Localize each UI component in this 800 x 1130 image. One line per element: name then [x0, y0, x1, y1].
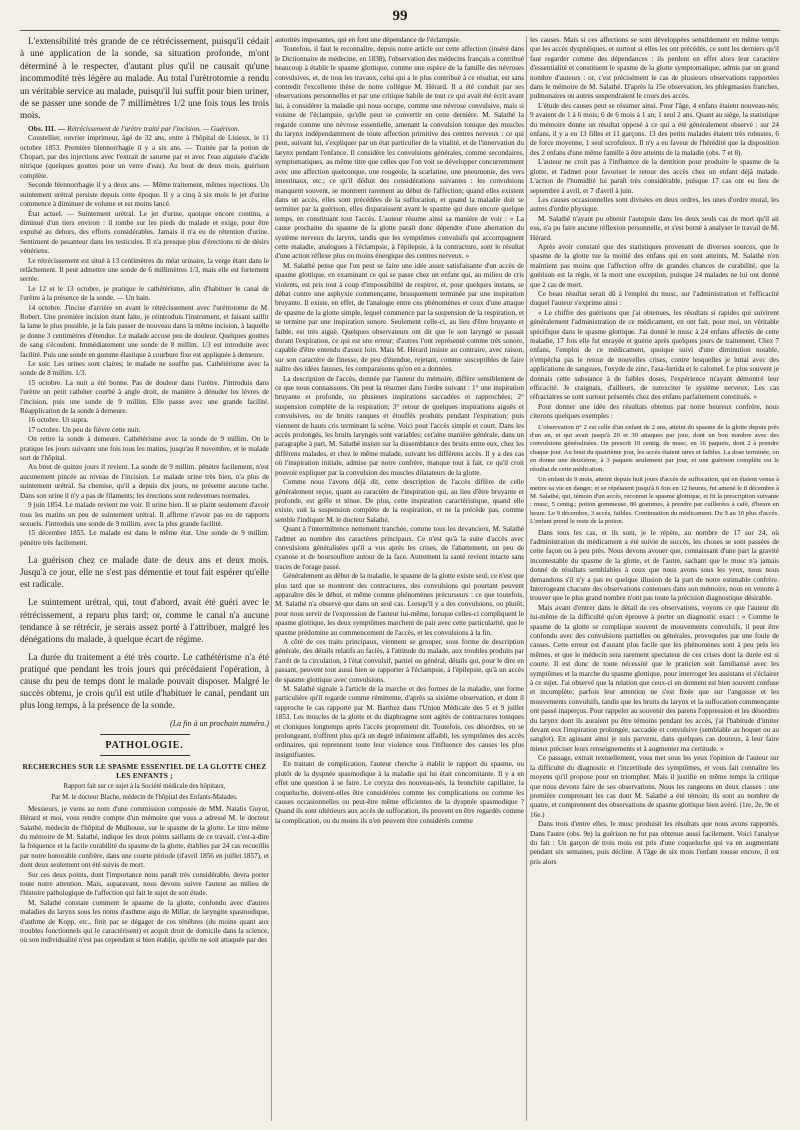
- quoted-case: Un enfant de 9 mois, atteint depuis huit jours d'accès de suffocation, qui en étaient venus à mettre sa vie en danger, et se répétaient jusqu'à 6 fois en 12 heures, fut amené le 8 décembre à M. Salathé, qui, témoin d'un accès, reconnut le spasme glottique, et fit la prescription suivante : musc, 5 centig.; potion gommeuse, 80 grammes, à prendre par cuillerées à café, d'heure en heure. Le 9 décembre, 3 accès, faibles. Continuation du médicament. Du 9 au 10 plus d'accès. L'enfant prend le reste de la potion.: [530, 476, 779, 526]
- paragraph: Après avoir constaté que des statistiques provenant de diverses sources, que le spasme de la glotte tue la moitié des enfans qui en sont atteints, M. Salathé n'en maintient pas moins que l'affection offre de grandes chances de curabilité, que la guérison est la règle, et la mort une exception, puisque 24 malades ne lui ont donné que 2 cas de mort.: [530, 242, 779, 289]
- paragraph: Mais avant d'entrer dans le détail de ces observations, voyons ce que l'auteur dit lui-même de la difficulté qu'on éprouve à porter un diagnostic exact : « Comme le spasme de la glotte se complique souvent de mouvements convulsifs, il peut être confondu avec des convulsions partielles ou générales, provoquées par une foule de causes. Cette erreur est d'autant plus facile que les phénomènes sont à peu près les mêmes, et que le médecin sera rarement spectateur de ces crises dont la durée est si courte. Il est donc de toute nécessité que le praticien soit familiarisé avec les symptômes et la marche du spasme glottique, pour interroger les assistans et s'éclairer à ce sujet. J'ai observé que la relation que ceux-ci en donnent est bien souvent confuse et incomplète; parfois leur attention ne s'est fixée que sur l'angoisse et les mouvements convulsifs, tandis que les bruits du larynx et la suffocation commençante ont passé inaperçus. Pour rappeler au souvenir des parens l'oppression et les désordres du larynx dont ils auraient pu être témoins pendant les accès, j'ai l'habitude d'imiter devant eux l'inspiration prolongée, saccadée et convulsive (semblable au hoquet ou au sanglot). En agissant ainsi je suis parvenu, dans quelques cas douteux, à leur faire mieux préciser leurs renseignements et à augmenter ma certitude. »: [530, 603, 779, 753]
- paragraph: M. Salathé signale à l'article de la marche et des formes de la maladie, une forme particulière qu'il regarde comme rémittente, d'après sa sixième observation, et dont il rapproche le cas rapporté par M. Barthez dans l'Union Médicale des 5 et 9 juillet 1853. Les muscles de la glotte et du diaphragme sont agités de contractures toniques et cloniques longtemps après l'accès proprement dit. Toutefois, ces désordres, en se prolongeant, n'offrent plus qu'à un degré infiniment affaibli, les symptômes des accès ordinaires, qui reprennent toute leur violence sous l'influence des causes les plus insignifiantes.: [275, 685, 524, 759]
- paragraph: 15 octobre. La nuit a été bonne. Pas de douleur dans l'urètre. J'introduis dans l'urètre un petit cathéter courbé à angle droit, de manière à dénuder les lèvres de l'incision, puis une sonde de 9 millim. Elle passe avec une grande facilité. Réapplication de la sonde à demeure.: [20, 378, 269, 416]
- paragraph: On retire la sonde à demeure. Cathétérisme avec la sonde de 9 millim. On le pratique les jours suivants une fois tous les matins, jusqu'au 8 novembre, et le malade sort de l'hôpital.: [20, 435, 269, 463]
- paragraph: Le 12 et le 13 octobre, je pratique le cathétérisme, afin d'habituer le canal de l'urètre à la présence de la sonde. — Un bain.: [20, 284, 269, 303]
- continuation-note: (La fin à un prochain numéro.): [170, 719, 269, 729]
- paragraph: Au bout de quinze jours il revient. La sonde de 9 millim. pénètre facilement, n'est aucunement pincée au niveau de l'incision. Le malade urine très bien, n'a plus de suintement urétral. Sa chemise, qu'il a depuis dix jours, ne présente aucune tache. Dans son urine il n'y a pas de filaments; les érections sont redevenues normales.: [20, 463, 269, 500]
- header-rule: [20, 30, 780, 31]
- paragraph: Le rétrécissement est situé à 13 centimètres du méat urinaire, la verge étant dans le relâchement. Il peut admettre une sonde de 6 millimètres 1/3, mais elle est fortement serrée.: [20, 256, 269, 284]
- paragraph: Ce beau résultat serait dû à l'emploi du musc, sur l'administration et l'efficacité duquel l'auteur s'exprime ainsi :: [530, 289, 779, 308]
- paragraph: Le soir. Les urines sont claires; le malade ne souffre pas. Cathétérisme avec la sonde de 8 millim. 1/3.: [20, 360, 269, 378]
- section-heading: PATHOLOGIE.: [105, 739, 184, 751]
- paragraph: Coustellier, ouvrier imprimeur, âgé de 32 ans, entre à l'hôpital de Lisieux, le 11 octobre 1853. Première blennorrhagie il y a six ans. — Traitée par la potion de Chopart, par des injections avec l'extrait de saturne par et avec l'eau aiguisée d'acide nitrique (quelques gouttes pour un verre d'eau). Au bout de deux mois, guérison complète.: [20, 134, 269, 180]
- paragraph: Seconde blennorrhagie il y a deux ans. — Même traitement, mêmes injections. Un suintement urétral persiste depuis cette époque. Il y a cinq à six mois le jet d'urine commence à diminuer de volume et est moins lancé.: [20, 181, 269, 209]
- observation-title: Rétrécissement de l'urètre traité par l'incision. — Guérison.: [67, 124, 240, 133]
- paragraph: Dans tous les cas, et ils sont, je le répète, au nombre de 17 sur 24, où l'administration du médicament a été suivie de succès, les choses se sont passées de cette façon ou à peu près. Nous devons avouer que, connaissant d'une part la gravité incontestable du spasme de la glotte, et de l'autre, sachant que le musc n'a jamais donné de résultats semblables à ceux que nous avons sous les yeux, nous nous demandons s'il n'y a pas eu quelque illusion de la part de notre estimable confrère. Interrogeant chacune des observations contenues dans son mémoire, nous en venons à trouver que le plus grand nombre n'ont pas toute la précision diagnostique désirable.: [530, 528, 779, 603]
- paragraph: 14 octobre. J'incise d'arrière en avant le rétrécissement avec l'urétrotome de M. Robert. Une première incision étant faite, je réintroduis l'instrument, et faisant saillir la lame le plus possible, je la fais passer de nouveau dans la même incision, à laquelle je donne 3 centimètres d'étendue. Le malade accuse peu de douleur. Quelques gouttes de sang s'écoulent. Immédiatement une sonde de 8 millim. 1/3 est introduite avec facilité. Puis une sonde en gomme élastique à courbure fixe est appliquée à demeure.: [20, 303, 269, 359]
- observation-heading: [20, 125, 269, 134]
- paragraph: En traitant de complication, l'auteur cherche à établir le rapport du spasme, ou plutôt de la dyspnée spasmodique à la maladie qui lui était concomitante. Il y a en effet une question à se faire. Le coryza des nouveau-nés, la bronchite capillaire, la coqueluche, doivent-elles être considérées comme les complications ou comme les causes occasionnelles ou peut-être même efficientes de la dyspnée spasmodique ? Quand ils sont ultérieurs aux accès de suffocation, ils peuvent en être regardés comme la complication, ou du moins ils n'en peuvent être considérés comme: [275, 760, 524, 825]
- paragraph: « Le chiffre des guérisons que j'ai obtenues, les résultats si rapides qui suivirent généralement l'administration de ce médicament, en ont fait, pour moi, un véritable spécifique dans le spasme glottique. J'ai donné le musc à 24 enfans affectés de cette maladie, 17 fois elle fut enrayée et guérie après quelques jours de traitement. Chez 7 enfans, l'emploi de ce médicament, quoique suivi d'une diminution notable, n'empêcha pas le retour de nouvelles crises, contre lesquelles je luttai avec des applications de sangsues, l'oxyde de zinc, l'asa-fœtida et le calomel. Le plus souvent je donnais cette substance à de faibles doses, l'expérience m'ayant démontré leur efficacité. Je craignais, d'ailleurs, de surexciter le système nerveux. Les cas réfractaires se sont surtout présentés chez des enfans parfaitement constitués. »: [530, 308, 779, 402]
- section-rule: [100, 734, 190, 735]
- paragraph: M. Salathé n'ayant pu obtenir l'autopsie dans les deux seuls cas de mort qu'il ait eus, n'a pu faire aucune réflexion personnelle, et s'est borné à analyser le travail de M. Hérard.: [530, 214, 779, 242]
- paragraph: Messieurs, je viens au nom d'une commission composée de MM. Natalis Guyot, Hérard et moi, vous rendre compte d'un mémoire que vous a adressé M. le docteur Salathé, médecin de l'hôpital de Mulhouse, sur le spasme de la glotte. Le titre même du mémoire de M. Salathé, indique les deux points saillants de ce travail, c'est-à-dire la fréquence et la facile curabilité du spasme de la glotte, établies par 24 cas recueillis par notre honorable confrère, dans une courte période (d'avril 1856 en juillet 1857), et dont deux seulement ont été suivis de mort.: [20, 804, 269, 870]
- quoted-case: L'observation n° 2 est celle d'un enfant de 2 ans, atteint du spasme de la glotte depuis près d'un an, et qui avait jusqu'à 20 et 30 attaques par jour, dont un bon nombre avec des convulsions généralisées. On prescrit 10 centig. de musc, en 16 paquets, dont 2 à prendre chaque jour. Au bout du quatrième jour, les accès étaient rares et faibles. La dose terminée, on en donne une deuxième, à 3 paquets seulement par jour, et une guérison complète est le résultat de cette médication.: [530, 423, 779, 473]
- column-3: [530, 36, 779, 1124]
- observation-label: Obs. III. —: [28, 124, 66, 133]
- paragraph: 17 octobre. Un peu de fièvre cette nuit.: [28, 425, 141, 434]
- paragraph: Les causes occasionnelles sont divisées en deux ordres, les unes d'ordre moral, les autres d'ordre physique.: [530, 195, 779, 214]
- column-divider: [526, 36, 527, 1121]
- paragraph: L'étude des causes peut se résumer ainsi. Pour l'âge, 4 enfans étaient nouveau-nés; 9 avaient de 1 à 6 mois; 6 de 6 mois à 1 an; 1 seul 2 ans. Quant au siége, la statistique du mémoire donne un résultat opposé à ce qui a été généralement observé : sur 24 enfans, il y a eu 13 filles et 11 garçons. 13 des petits malades étaient très robustes, 6 de force moyenne, 1 seul scrofuleux. Il n'y a eu faveur de l'hérédité que la disposition des 2 enfans d'une même famille à être atteints de la maladie (obs. 7 et 8).: [530, 101, 779, 157]
- paragraph: La guérison chez ce malade date de deux ans et deux mois. Jusqu'à ce jour, elle ne s'est pas démentie et tout fait espérer qu'elle est radicale.: [20, 555, 269, 590]
- paragraph: M. Salathé constate comment le spasme de la glotte, confondu avec d'autres maladies du larynx sous les noms d'asthme aigu de Millar, de laryngite spasmodique, d'asthme de Kopp, etc., finit par se dégager de ces ténèbres (du moins quant aux troubles fonctionnels qui le caractérisent) et acquit droit de domicile dans la science, où son individualité n'est pas cependant si bien établie, qu'elle ne soit attaquée par des: [20, 898, 269, 945]
- article-subtitle: Rapport fait sur ce sujet à la Société médicale des hôpitaux,: [63, 782, 226, 790]
- paragraph: 9 juin 1854. Le malade revient me voir. Il urine bien. Il se plaint seulement d'avoir tous les matins un peu de suintement urétral. Il affirme n'avoir pas eu de rapports sexuels. J'introduis une sonde de 9 millim. avec la plus grande facilité.: [20, 501, 269, 528]
- column-divider: [271, 36, 272, 1121]
- paragraph: les causes. Mais si ces affections se sont développées sensiblement en même temps que les accès dyspnéiques, et surtout si elles les ont précédés, ce sont les derniers qu'il faut regarder comme des dépendances : ils perdent en effet alors leur caractère d'essentialité et constituent le spasme de la glotte symptomatique, admis par un grand nombre d'auteurs : or, c'est précisément le cas de plusieurs observations rapportées dans le mémoire de M. Salathé. D'après la 15e observation, les phlegmasies franches, pulmonaires ou autres suspendraient le cours des accès.: [530, 36, 779, 101]
- paragraph: A côté de ces traits principaux, viennent se grouper, sous forme de description générale, des détails relatifs au faciès, à l'attitude du malade, aux troubles produits par l'arrêt de la circulation, à l'état convulsif, partiel ou général, détails qui, pour le dire en passant, peuvent tout aussi bien se rapporter à l'éclampsie, à l'épilepsie, qu'à un accès de spasme glottique avec convulsions.: [275, 638, 524, 684]
- paragraph: Comme nous l'avons déjà dit, cette description de l'accès diffère de celle généralement reçue, quant au caractère de l'inspiration qui, au lieu d'être bruyante et profonde, est grêle et ténue. De plus, cette inspiration caractéristique, quand elle existe, suit la suspension complète de la respiration, et ne la précède pas, comme semble l'indiquer M. le docteur Salathé.: [275, 478, 524, 524]
- article-title: RECHERCHES SUR LE SPASME ESSENTIEL DE LA GLOTTE CHEZ LES ENFANTS ;: [22, 762, 267, 781]
- section-rule: [100, 755, 190, 756]
- paragraph: Généralement au début de la maladie, le spasme de la glotte existe seul, ce n'est que plus tard que se montrent des contractures, des convulsions qui pourtant peuvent apparaître dès le début, et même comme phénomènes précurseurs : ce que toutefois, M. Salathé n'a observé que dans un seul cas. Lorsqu'il y a des convulsions, ou plutôt, pour nous servir de l'expression de l'auteur lui-même, lorsque celles-ci compliquent le spasme glottique, les deux symptômes marchent de pair avec cette particularité, que le spasme prédomine au commencement de l'accès, et les convulsions à la fin.: [275, 572, 524, 637]
- column-2: [275, 36, 524, 1124]
- paragraph: Toutefois, il faut le reconnaître, depuis notre article sur cette affection (inséré dans le Dictionnaire de médecine, en 1838), l'observation des médecins français a contribué beaucoup à établir le spasme glottique, comme une espèce de la famille des névroses convulsives, et, de tous les travaux, celui qui a le plus contribué à ce résultat, est sans contredit l'excellente thèse de notre collègue M. Hérard. Il a été conduit par ses observations personnelles et par une critique habile de tout ce qui avait été écrit avant lui, à considérer la maladie qui nous occupe, comme une névrose convulsive, mais si voisine de l'éclampsie, qu'elle peut se convertir en cette dernière. M. Salathé la regarde comme une névrose essentielle, amenant la convulsion tonique des muscles du larynx indépendamment de toute affection primitive des centres nerveux : ce qui peut, suivant lui, s'expliquer par un état particulier de la vitalité, et de l'innervation du larynx pendant l'enfance. Il considère les convulsions générales, comme secondaires, symptomatiques, au même titre que celles que l'on voit se développer concurremment avec une affection quelconque, une rougeole, la scarlatine, une pneumonie, des vers intestinaux, etc.; ce qu'il déduit des considérations suivantes : les convulsions manquent souvent, se montrent rarement au début de l'affection; quand elles existent dans un accès, elles sont précédées de la suffocation, et quand la maladie doit se terminer par la guérison, elles disparaissent avant le spasme qui dure encore quelque temps, en constituant tout l'accès. L'auteur résume ainsi sa manière de voir : « La cause prochaine du spasme de la glotte paraît donc dépendre d'une aberration du système nerveux du larynx, tandis que les symptômes convulsifs qui accompagnent cette maladie, analogues à l'éclampsie, à l'épilepsie, à la contracture, sont le résultat d'une action réflexe plus ou moins énergique des centres nerveux. »: [275, 45, 524, 261]
- paragraph: Le suintement urétral, qui, tout d'abord, avait été guéri avec le rétrécissement, a reparu plus tard; or, comme le canal n'a aucune tendance à se rétrécir, je serais assez porté à l'attribuer, malgré les dénégations du malade, à quelque écart de régime.: [20, 597, 269, 644]
- paragraph: La durée du traitement a été très courte. Le cathétérisme n'a été pratiqué que pendant les trois jours qui précédaient l'opération, à cause du peu de temps dont le malade pouvait disposer. Malgré le succès obtenu, je crois qu'il est utile d'habituer le canal, pendant un plus long temps, à la présence de la sonde.: [20, 651, 269, 711]
- paragraph: 15 décembre 1855. Le malade est dans le même état. Une sonde de 9 millim. pénètre très facilement.: [20, 529, 269, 547]
- paragraph: Dans trois d'entre elles, le musc produisit les résultats que nous avons rapportés. Dans l'autre (obs. 9e) la guérison ne fut pas obtenue aussi facilement. Voici l'analyse du fait : Un garçon de trois mois est pris d'une coqueluche qui va en augmentant pendant six semaines, puis décline. A l'âge de six mois l'enfant tousse encore, il est pris alors: [530, 820, 779, 866]
- paragraph: L'extensibilité très grande de ce rétrécissement, puisqu'il cédait à une application de la sonde, sa situation profonde, m'ont déterminé à le respecter, d'autant plus qu'il ne causait qu'une incommodité très légère au malade. Au total l'urètrotomie a rendu un véritable service au malade, puisqu'il lui suffit pour bien uriner, de se passer une sonde de 7 millimètres 1/2 une fois tous les trois mois.: [20, 37, 269, 122]
- paragraph: Ce passage, extrait textuellement, vous met sous les yeux l'opinion de l'auteur sur la difficulté du diagnostic et l'incertitude des symptômes, et vous fait connaître les moyens qu'il propose pour en triompher. Mais il justifie en même temps la critique que nous devons faire de ses observations. Nous les rangeons en deux classes : une première comprenant les cas dont M. Salathé a été témoin; ils sont au nombre de quatre, et comprennent des observations de spasme glottique bien avéré. (1re, 2e, 9e et 16e.): [530, 754, 779, 819]
- paragraph: Quant à l'intermittence nettement tranchée, comme tous les devanciers, M. Salathé l'admet au nombre des caractères principaux. Ce n'est qu'à la suite d'accès avec convulsions généralisées qu'il a vus après les crises, de l'abattement, un peu de cyanose et de boursouflure autour de la face. Autrement la santé revient intacte sans traces de l'orage passé.: [275, 525, 524, 571]
- paragraph: La description de l'accès, donnée par l'auteur du mémoire, diffère sensiblement de ce que nous connaissons. On peut la résumer dans l'ordre suivant : 1° une inspiration bruyante et profonde, ou plusieurs inspirations saccadées et rapprochées; 2° suspension complète de la respiration; 3° retour de quelques inspirations aiguës et convulsives, ou de bruits rauques et étouffés produits pendant l'expiration; puis viennent de hauts cris terminant la scène. Voici pour l'accès simple et court. Dans les accès prolongés, les bruits laryngés sont variables; cet'aine manière générale, dans un paragraphe à part, M. Salathé insiste sur la dissemblance des bruits entre eux, chez les différens malades, et chez le même malade, suivant les différens accès. Il y a des cas où l'inspiration initiale, admise par notre confrère, manque tout à fait, ce qu'il croit pouvoir expliquer par la convulsion des muscles dilatateurs de la glotte.: [275, 374, 524, 477]
- article-author: Par M. le docteur Blache, médecin de l'hôpital des Enfants-Malades.: [51, 794, 238, 802]
- paragraph: État actuel. — Suintement urétral. Le jet d'urine, quoique encore continu, a diminué d'un tiers environ : il tombe sur les pieds du malade et exige, pour être expulsé au dehors, des efforts considérables. Jamais il n'a eu de rétention d'urine. Sentiment de pesanteur dans les testicules. Il n'a presque plus d'érections ni de désirs vénériens.: [20, 209, 269, 256]
- column-1: [20, 36, 269, 1124]
- paragraph: autorités imposantes, qui en font une dépendance de l'éclampsie.: [275, 36, 461, 44]
- paragraph: Sur ces deux points, dont l'importance nous paraît très considérable, devra porter toute notre attention. Mais, auparavant, nous devons suivre l'auteur au milieu de l'histoire pathologique de l'affection qui fait le sujet de son étude.: [20, 870, 269, 898]
- paragraph: Pour donner une idée des résultats obtenus par notre heureux confrère, nous citerons quelques exemples :: [530, 402, 779, 421]
- paragraph: L'auteur ne croit pas à l'influence de la dentition pour produire le spasme de la glotte, et l'admet pour favoriser le retour des accès chez un enfant déjà malade. L'action de l'humidité lui paraît très considérable, puisque 17 cas ont eu lieu de septembre à avril, et 7 d'avril à juin.: [530, 158, 779, 195]
- paragraph: 16 octobre. Ut supra.: [28, 416, 89, 425]
- paragraph: M. Salathé pense que l'on peut se faire une idée assez satisfaisante d'un accès de spasme glottique, en examinant ce qui se passe chez un enfant qui, au milieu de cris violents, est pris tout à coup d'impossibilité de respirer, et, pour quelques instans, se débat contre une asphyxie commençante, brusquement terminée par une inspiration bruyante. Il existe, en effet, de l'analogie entre ces phénomènes et ceux d'une attaque de spasme de la glotte simple, lequel commence par la suspension de la respiration, et se termine par une inspiration sonore. Seulement celle-ci, au lieu d'être bruyante et faible, est très aiguë. Quelques observateurs ont dit que le son laryngé se passait durant l'expiration, ce qui est une erreur; d'autres l'ont représenté comme très sonore, capable d'être entendu d'assez loin. Mais M. Hérard insiste au contraire, avec raison, sur son caractère de finesse, de peu d'étendue, rejetant, comme susceptibles de faire naître des idées fausses, les comparaisons qu'on en a données.: [275, 261, 524, 374]
- page-number: 99: [392, 8, 408, 24]
